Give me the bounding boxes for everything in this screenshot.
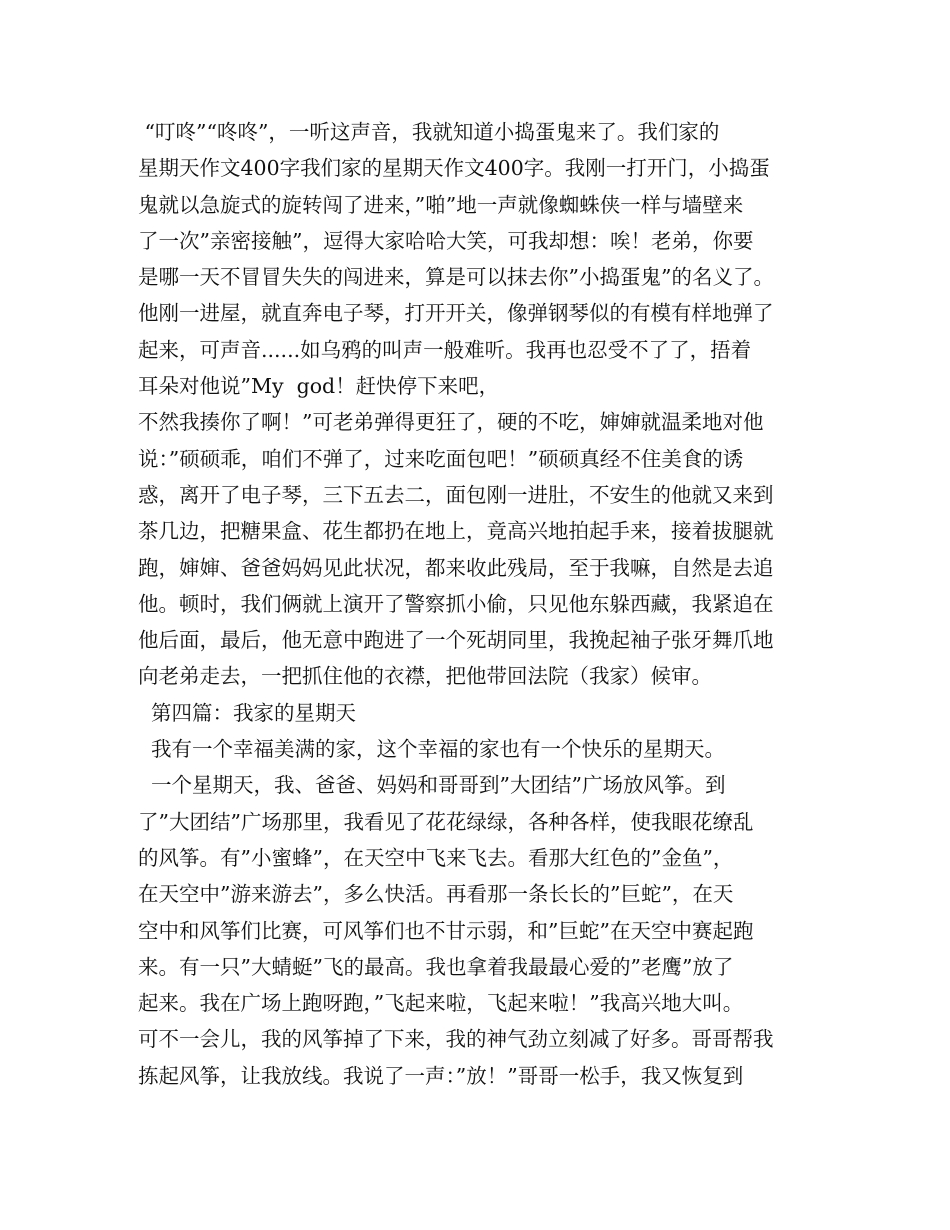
text-line: 向老弟走去，一把抓住他的衣襟，把他带回法院（我家）候审。: [138, 664, 712, 689]
text-line: 惑，离开了电子琴，三下五去二，面包刚一进肚，不安生的他就又来到: [138, 482, 774, 507]
text-line: 可不一会儿，我的风筝掉了下来，我的神气劲立刻减了好多。哥哥帮我: [138, 1027, 774, 1052]
text-line: 的风筝。有”小蜜蜂”，在天空中飞来飞去。看那大红色的”金鱼”，: [138, 845, 734, 870]
text-line: 他。顿时，我们俩就上演开了警察抓小偷，只见他东躲西藏，我紧追在: [138, 591, 774, 616]
text-line: 了一次”亲密接触”，逗得大家哈哈大笑，可我却想：唉！老弟，你要: [138, 228, 754, 253]
text-line: “叮咚”“咚咚”，一听这声音，我就知道小捣蛋鬼来了。我们家的: [138, 120, 720, 144]
text-line: 他刚一进屋，就直奔电子琴，打开开关，像弹钢琴似的有模有样地弹了: [138, 301, 774, 326]
text-line: 茶几边，把糖果盒、花生都扔在地上，竟高兴地拍起手来，接着拔腿就: [138, 519, 774, 544]
text-line: 星期天作文400字我们家的星期天作文400字。我刚一打开门，小捣蛋: [138, 156, 770, 181]
text-line: 鬼就以急旋式的旋转闯了进来，”啪”地一声就像蜘蛛侠一样与墙壁来: [138, 192, 744, 217]
text-line: 跑，婶婶、爸爸妈妈见此状况，都来收此残局，至于我嘛，自然是去追: [138, 555, 774, 580]
text-line: 不然我揍你了啊！”可老弟弹得更狂了，硬的不吃，婶婶就温柔地对他: [138, 410, 764, 435]
text-line: 在天空中”游来游去”，多么快活。再看那一条长长的”巨蛇”，在天: [138, 882, 734, 907]
text-line: 我有一个幸福美满的家，这个幸福的家也有一个快乐的星期天。: [138, 737, 726, 762]
text-line: 耳朵对他说”My god！赶快停下来吧，: [138, 374, 500, 399]
text-line: 说：”硕硕乖，咱们不弹了，过来吃面包吧！”硕硕真经不住美食的诱: [138, 446, 744, 471]
document-body: [138, 114, 828, 1094]
text-line: 是哪一天不冒冒失失的闯进来，算是可以抹去你”小捣蛋鬼”的名义了。: [138, 265, 774, 290]
text-line: 了”大团结”广场那里，我看见了花花绿绿，各种各样，使我眼花缭乱: [138, 809, 754, 834]
text-line: 空中和风筝们比赛，可风筝们也不甘示弱，和”巨蛇”在天空中赛起跑: [138, 918, 754, 943]
text-line: 一个星期天，我、爸爸、妈妈和哥哥到”大团结”广场放风筝。到: [138, 773, 726, 798]
text-line: 起来，可声音......如乌鸦的叫声一般难听。我再也忍受不了了，捂着: [138, 337, 752, 362]
text-line: 起来。我在广场上跑呀跑，”飞起来啦，飞起来啦！”我高兴地大叫。: [138, 991, 744, 1016]
text-line: 他后面，最后，他无意中跑进了一个死胡同里，我挽起袖子张牙舞爪地: [138, 628, 774, 653]
section-heading: 第四篇：我家的星期天: [138, 700, 357, 725]
text-line: 来。有一只”大蜻蜓”飞的最高。我也拿着我最最心爱的”老鹰”放了: [138, 954, 734, 979]
text-line: 拣起风筝，让我放线。我说了一声：”放！”哥哥一松手，我又恢复到: [138, 1063, 744, 1088]
